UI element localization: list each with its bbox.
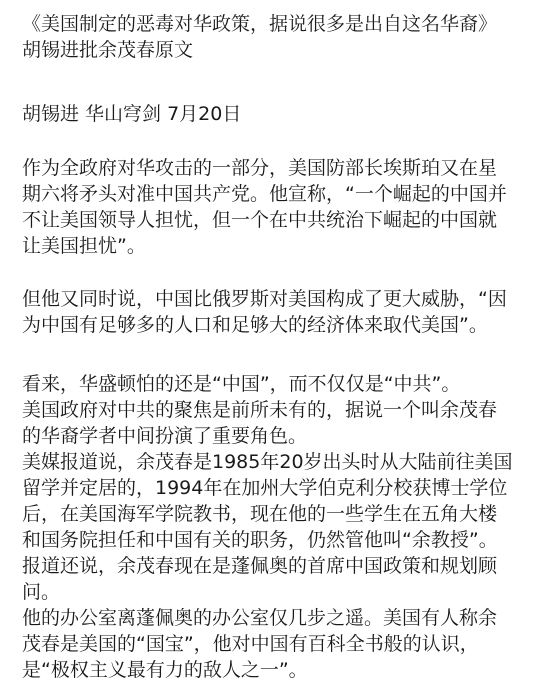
paragraph-3-line-6: 后，在美国海军学院教书，现在他的一些学生在五角大楼	[22, 503, 498, 525]
byline: 胡锡进 华山穹剑 7月20日	[22, 103, 242, 125]
paragraph-3-line-11: 茂春是美国的“国宝”，他对中国有百科全书般的认识，	[22, 633, 479, 655]
paragraph-3-line-1: 看来，华盛顿怕的还是“中国”，而不仅仅是“中共”。	[22, 373, 461, 395]
article-title: 《美国制定的恶毒对华政策，据说很多是出自这名华裔》	[22, 13, 498, 35]
article-subtitle: 胡锡进批余茂春原文	[22, 39, 194, 61]
paragraph-3-line-12: 是“极权主义最有力的敌人之一”。	[22, 659, 308, 681]
paragraph-3-line-7: 和国务院担任和中国有关的职务，仍然管他叫“余教授”。	[22, 529, 498, 551]
paragraph-3-line-8: 报道还说，余茂春现在是蓬佩奥的首席中国政策和规划顾	[22, 555, 498, 577]
paragraph-2-line-2: 为中国有足够多的人口和足够大的经济体来取代美国”。	[22, 314, 488, 336]
paragraph-1-line-4: 让美国担忧”。	[22, 235, 146, 257]
paragraph-3-line-3: 的华裔学者中间扮演了重要角色。	[22, 425, 308, 447]
paragraph-3-line-10: 他的办公室离蓬佩奥的办公室仅几步之遥。美国有人称余	[22, 607, 498, 629]
paragraph-1-line-3: 不让美国领导人担忧，但一个在中共统治下崛起的中国就	[22, 209, 498, 231]
paragraph-3-line-4: 美媒报道说，余茂春是1985年20岁出头时从大陆前往美国	[22, 451, 513, 473]
paragraph-1-line-2: 期六将矛头对准中国共产党。他宣称，“一个崛起的中国并	[22, 183, 507, 205]
paragraph-3-line-5: 留学并定居的，1994年在加州大学伯克利分校获博士学位	[22, 477, 508, 499]
paragraph-3-line-9: 问。	[22, 581, 61, 603]
paragraph-2-line-1: 但他又同时说，中国比俄罗斯对美国构成了更大威胁，“因	[22, 288, 507, 310]
paragraph-3-line-2: 美国政府对中共的聚焦是前所未有的，据说一个叫余茂春	[22, 399, 498, 421]
paragraph-1-line-1: 作为全政府对华攻击的一部分，美国防部长埃斯珀又在星	[22, 157, 498, 179]
